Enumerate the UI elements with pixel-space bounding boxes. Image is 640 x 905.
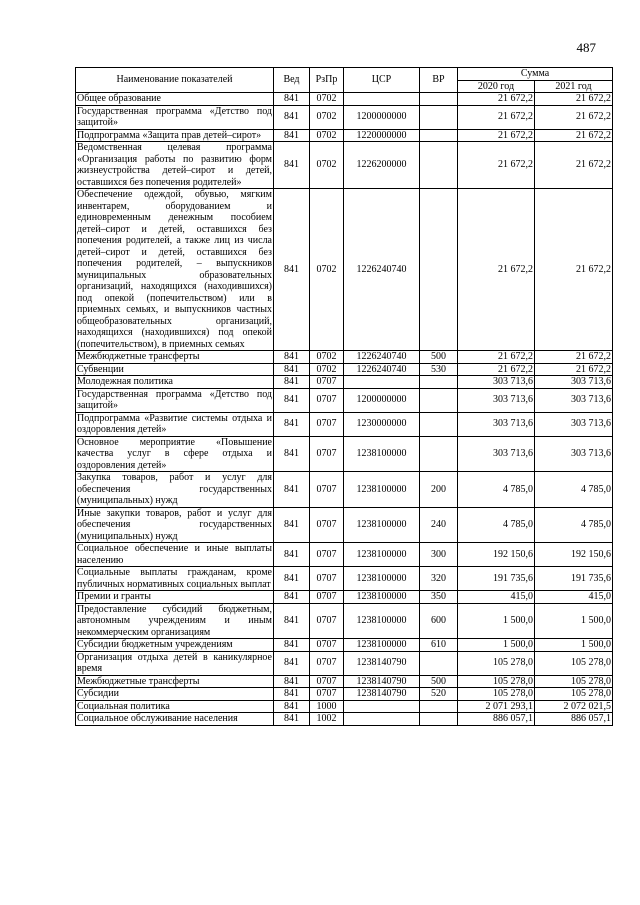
row-sum-2020: 303 713,6 [458, 388, 535, 412]
row-sum-2020: 21 672,2 [458, 142, 535, 189]
row-csr: 1238140790 [344, 651, 420, 675]
row-sum-2021: 21 672,2 [535, 105, 613, 129]
row-ved: 841 [274, 651, 310, 675]
row-rzpr: 0707 [310, 472, 344, 508]
row-sum-2021: 886 057,1 [535, 713, 613, 726]
row-rzpr: 0707 [310, 651, 344, 675]
row-vr [420, 651, 458, 675]
row-csr [344, 93, 420, 106]
row-csr: 1200000000 [344, 105, 420, 129]
row-sum-2021: 1 500,0 [535, 639, 613, 652]
row-rzpr: 0702 [310, 189, 344, 351]
row-ved: 841 [274, 105, 310, 129]
row-vr [420, 436, 458, 472]
row-ved: 841 [274, 591, 310, 604]
budget-table [75, 67, 613, 726]
row-csr: 1226240740 [344, 363, 420, 376]
row-sum-2020: 1 500,0 [458, 603, 535, 639]
row-vr: 530 [420, 363, 458, 376]
row-ved: 841 [274, 436, 310, 472]
header-vr: ВР [420, 68, 458, 93]
row-rzpr: 0702 [310, 129, 344, 142]
row-rzpr: 0702 [310, 351, 344, 364]
row-rzpr: 0707 [310, 567, 344, 591]
row-sum-2021: 4 785,0 [535, 507, 613, 543]
row-csr: 1238140790 [344, 675, 420, 688]
row-sum-2021: 105 278,0 [535, 688, 613, 701]
row-vr [420, 142, 458, 189]
row-sum-2021: 4 785,0 [535, 472, 613, 508]
table-header [76, 68, 613, 93]
row-sum-2021: 105 278,0 [535, 651, 613, 675]
row-ved: 841 [274, 351, 310, 364]
row-name: Субсидии бюджетным учреждениям [76, 639, 274, 652]
row-vr: 240 [420, 507, 458, 543]
row-csr: 1238100000 [344, 436, 420, 472]
header-2020: 2020 год [458, 80, 535, 93]
row-ved: 841 [274, 507, 310, 543]
row-rzpr: 0707 [310, 436, 344, 472]
row-name: Субсидии [76, 688, 274, 701]
row-sum-2021: 415,0 [535, 591, 613, 604]
row-name: Общее образование [76, 93, 274, 106]
table-row [76, 388, 613, 412]
row-sum-2021: 21 672,2 [535, 129, 613, 142]
table-row [76, 129, 613, 142]
row-name: Субвенции [76, 363, 274, 376]
row-sum-2021: 303 713,6 [535, 388, 613, 412]
row-name: Основное мероприятие «Повышение качества услуг в сфере отдыха и оздоровления детей» [77, 436, 272, 471]
row-rzpr: 0707 [310, 388, 344, 412]
row-rzpr: 0707 [310, 543, 344, 567]
row-rzpr: 0707 [310, 639, 344, 652]
row-name: Подпрограмма «Защита прав детей–сирот» [76, 129, 274, 142]
row-sum-2020: 105 278,0 [458, 651, 535, 675]
row-vr: 600 [420, 603, 458, 639]
row-name: Организация отдыха детей в каникулярное время [77, 651, 272, 674]
row-ved: 841 [274, 675, 310, 688]
row-name: Обеспечение одеждой, обувью, мягким инвентарем, оборудованием и единовременным денежным пособием детей–сирот и детей, оставшихся без попечения родителей, а также лиц из числа детей–сирот и детей, оставшихся без попечения родителей, – выпускников муниципальных образовательных организаций, находящихся (находившихся) под опекой (попечительством) или в приемных семьях, и выпускников частных общеобразовательных организаций, находящихся (находившихся) под опекой (попечительством), в приемных семьях [77, 189, 272, 350]
row-rzpr: 0707 [310, 412, 344, 436]
row-vr [420, 93, 458, 106]
row-sum-2021: 105 278,0 [535, 675, 613, 688]
row-csr: 1226240740 [344, 189, 420, 351]
row-sum-2020: 303 713,6 [458, 436, 535, 472]
row-vr: 500 [420, 675, 458, 688]
table-row [76, 105, 613, 129]
table-row [76, 603, 613, 639]
row-rzpr: 0707 [310, 591, 344, 604]
row-sum-2021: 303 713,6 [535, 436, 613, 472]
row-sum-2020: 191 735,6 [458, 567, 535, 591]
row-sum-2020: 105 278,0 [458, 688, 535, 701]
table-row [76, 675, 613, 688]
row-sum-2020: 21 672,2 [458, 363, 535, 376]
header-2021: 2021 год [535, 80, 613, 93]
table-row [76, 436, 613, 472]
row-sum-2020: 21 672,2 [458, 189, 535, 351]
row-csr: 1238100000 [344, 567, 420, 591]
header-name: Наименование показателей [76, 68, 274, 93]
table-row [76, 591, 613, 604]
row-vr [420, 412, 458, 436]
row-name: Межбюджетные трансферты [76, 351, 274, 364]
row-name: Социальная политика [76, 700, 274, 713]
table-row [76, 507, 613, 543]
row-rzpr: 0702 [310, 93, 344, 106]
table-row [76, 713, 613, 726]
row-vr [420, 388, 458, 412]
row-sum-2021: 21 672,2 [535, 363, 613, 376]
row-name: Ведомственная целевая программа «Организация работы по развитию форм жизнеустройства детей–сирот и детей, оставшихся без попечения родителей» [77, 142, 272, 188]
row-vr [420, 105, 458, 129]
header-sum: Сумма [458, 68, 613, 81]
row-csr: 1238140790 [344, 688, 420, 701]
row-name: Иные закупки товаров, работ и услуг для обеспечения государственных (муниципальных) нужд [77, 507, 272, 542]
row-vr [420, 129, 458, 142]
row-vr [420, 713, 458, 726]
row-sum-2020: 21 672,2 [458, 93, 535, 106]
row-sum-2020: 21 672,2 [458, 351, 535, 364]
row-name: Межбюджетные трансферты [76, 675, 274, 688]
row-rzpr: 0707 [310, 675, 344, 688]
row-rzpr: 0707 [310, 507, 344, 543]
row-ved: 841 [274, 189, 310, 351]
row-ved: 841 [274, 472, 310, 508]
row-name: Социальное обслуживание населения [76, 713, 274, 726]
row-name: Премии и гранты [76, 591, 274, 604]
row-name: Предоставление субсидий бюджетным, автономным учреждениям и иным некоммерческим организациям [77, 603, 272, 638]
table-row [76, 651, 613, 675]
row-csr: 1238100000 [344, 507, 420, 543]
row-vr [420, 189, 458, 351]
row-csr: 1238100000 [344, 472, 420, 508]
table-row [76, 363, 613, 376]
row-ved: 841 [274, 713, 310, 726]
row-sum-2021: 191 735,6 [535, 567, 613, 591]
row-sum-2020: 415,0 [458, 591, 535, 604]
row-csr: 1226240740 [344, 351, 420, 364]
row-sum-2020: 21 672,2 [458, 105, 535, 129]
row-sum-2021: 21 672,2 [535, 351, 613, 364]
row-csr [344, 713, 420, 726]
row-csr: 1238100000 [344, 543, 420, 567]
row-vr: 350 [420, 591, 458, 604]
header-rzpr: РзПр [310, 68, 344, 93]
row-ved: 841 [274, 376, 310, 389]
row-name: Закупка товаров, работ и услуг для обеспечения государственных (муниципальных) нужд [77, 472, 272, 506]
row-sum-2020: 105 278,0 [458, 675, 535, 688]
row-sum-2021: 21 672,2 [535, 93, 613, 106]
row-sum-2020: 4 785,0 [458, 472, 535, 508]
row-ved: 841 [274, 93, 310, 106]
row-rzpr: 0702 [310, 105, 344, 129]
row-csr: 1238100000 [344, 591, 420, 604]
row-rzpr: 0707 [310, 688, 344, 701]
row-name: Молодежная политика [76, 376, 274, 389]
row-sum-2020: 21 672,2 [458, 129, 535, 142]
row-vr [420, 376, 458, 389]
row-rzpr: 0707 [310, 376, 344, 389]
row-rzpr: 0702 [310, 142, 344, 189]
row-ved: 841 [274, 543, 310, 567]
row-sum-2020: 303 713,6 [458, 376, 535, 389]
header-csr: ЦСР [344, 68, 420, 93]
table-row [76, 639, 613, 652]
row-ved: 841 [274, 388, 310, 412]
row-rzpr: 1002 [310, 713, 344, 726]
row-name: Социальное обеспечение и иные выплаты населению [77, 543, 272, 566]
row-name: Социальные выплаты гражданам, кроме публичных нормативных социальных выплат [77, 567, 272, 590]
table-row [76, 543, 613, 567]
table-row [76, 376, 613, 389]
row-csr: 1230000000 [344, 412, 420, 436]
row-sum-2021: 303 713,6 [535, 412, 613, 436]
row-sum-2020: 1 500,0 [458, 639, 535, 652]
table-row [76, 93, 613, 106]
row-sum-2020: 4 785,0 [458, 507, 535, 543]
row-sum-2021: 2 072 021,5 [535, 700, 613, 713]
table-row [76, 412, 613, 436]
row-csr [344, 700, 420, 713]
row-vr: 500 [420, 351, 458, 364]
row-sum-2020: 303 713,6 [458, 412, 535, 436]
row-csr: 1238100000 [344, 639, 420, 652]
table-row [76, 567, 613, 591]
row-rzpr: 1000 [310, 700, 344, 713]
row-csr: 1220000000 [344, 129, 420, 142]
row-sum-2021: 1 500,0 [535, 603, 613, 639]
row-name: Государственная программа «Детство под защитой» [77, 105, 272, 128]
row-csr: 1238100000 [344, 603, 420, 639]
row-rzpr: 0707 [310, 603, 344, 639]
row-sum-2021: 21 672,2 [535, 189, 613, 351]
row-sum-2021: 21 672,2 [535, 142, 613, 189]
table-row [76, 688, 613, 701]
table-row [76, 142, 613, 189]
row-rzpr: 0702 [310, 363, 344, 376]
row-ved: 841 [274, 700, 310, 713]
row-name: Подпрограмма «Развитие системы отдыха и оздоровления детей» [77, 412, 272, 435]
row-csr [344, 376, 420, 389]
table-body [76, 93, 613, 726]
row-ved: 841 [274, 567, 310, 591]
row-sum-2020: 886 057,1 [458, 713, 535, 726]
row-vr: 520 [420, 688, 458, 701]
row-vr: 320 [420, 567, 458, 591]
row-sum-2021: 303 713,6 [535, 376, 613, 389]
row-sum-2021: 192 150,6 [535, 543, 613, 567]
row-ved: 841 [274, 363, 310, 376]
table-row [76, 189, 613, 351]
table-row [76, 472, 613, 508]
header-ved: Вед [274, 68, 310, 93]
row-csr: 1200000000 [344, 388, 420, 412]
row-ved: 841 [274, 129, 310, 142]
row-vr: 300 [420, 543, 458, 567]
row-ved: 841 [274, 412, 310, 436]
page-number: 487 [576, 40, 596, 55]
row-ved: 841 [274, 603, 310, 639]
row-sum-2020: 2 071 293,1 [458, 700, 535, 713]
row-ved: 841 [274, 142, 310, 189]
row-vr: 610 [420, 639, 458, 652]
table-row [76, 351, 613, 364]
row-ved: 841 [274, 639, 310, 652]
row-ved: 841 [274, 688, 310, 701]
row-vr: 200 [420, 472, 458, 508]
row-vr [420, 700, 458, 713]
row-name: Государственная программа «Детство под защитой» [77, 388, 272, 411]
table-row [76, 700, 613, 713]
row-csr: 1226200000 [344, 142, 420, 189]
row-sum-2020: 192 150,6 [458, 543, 535, 567]
